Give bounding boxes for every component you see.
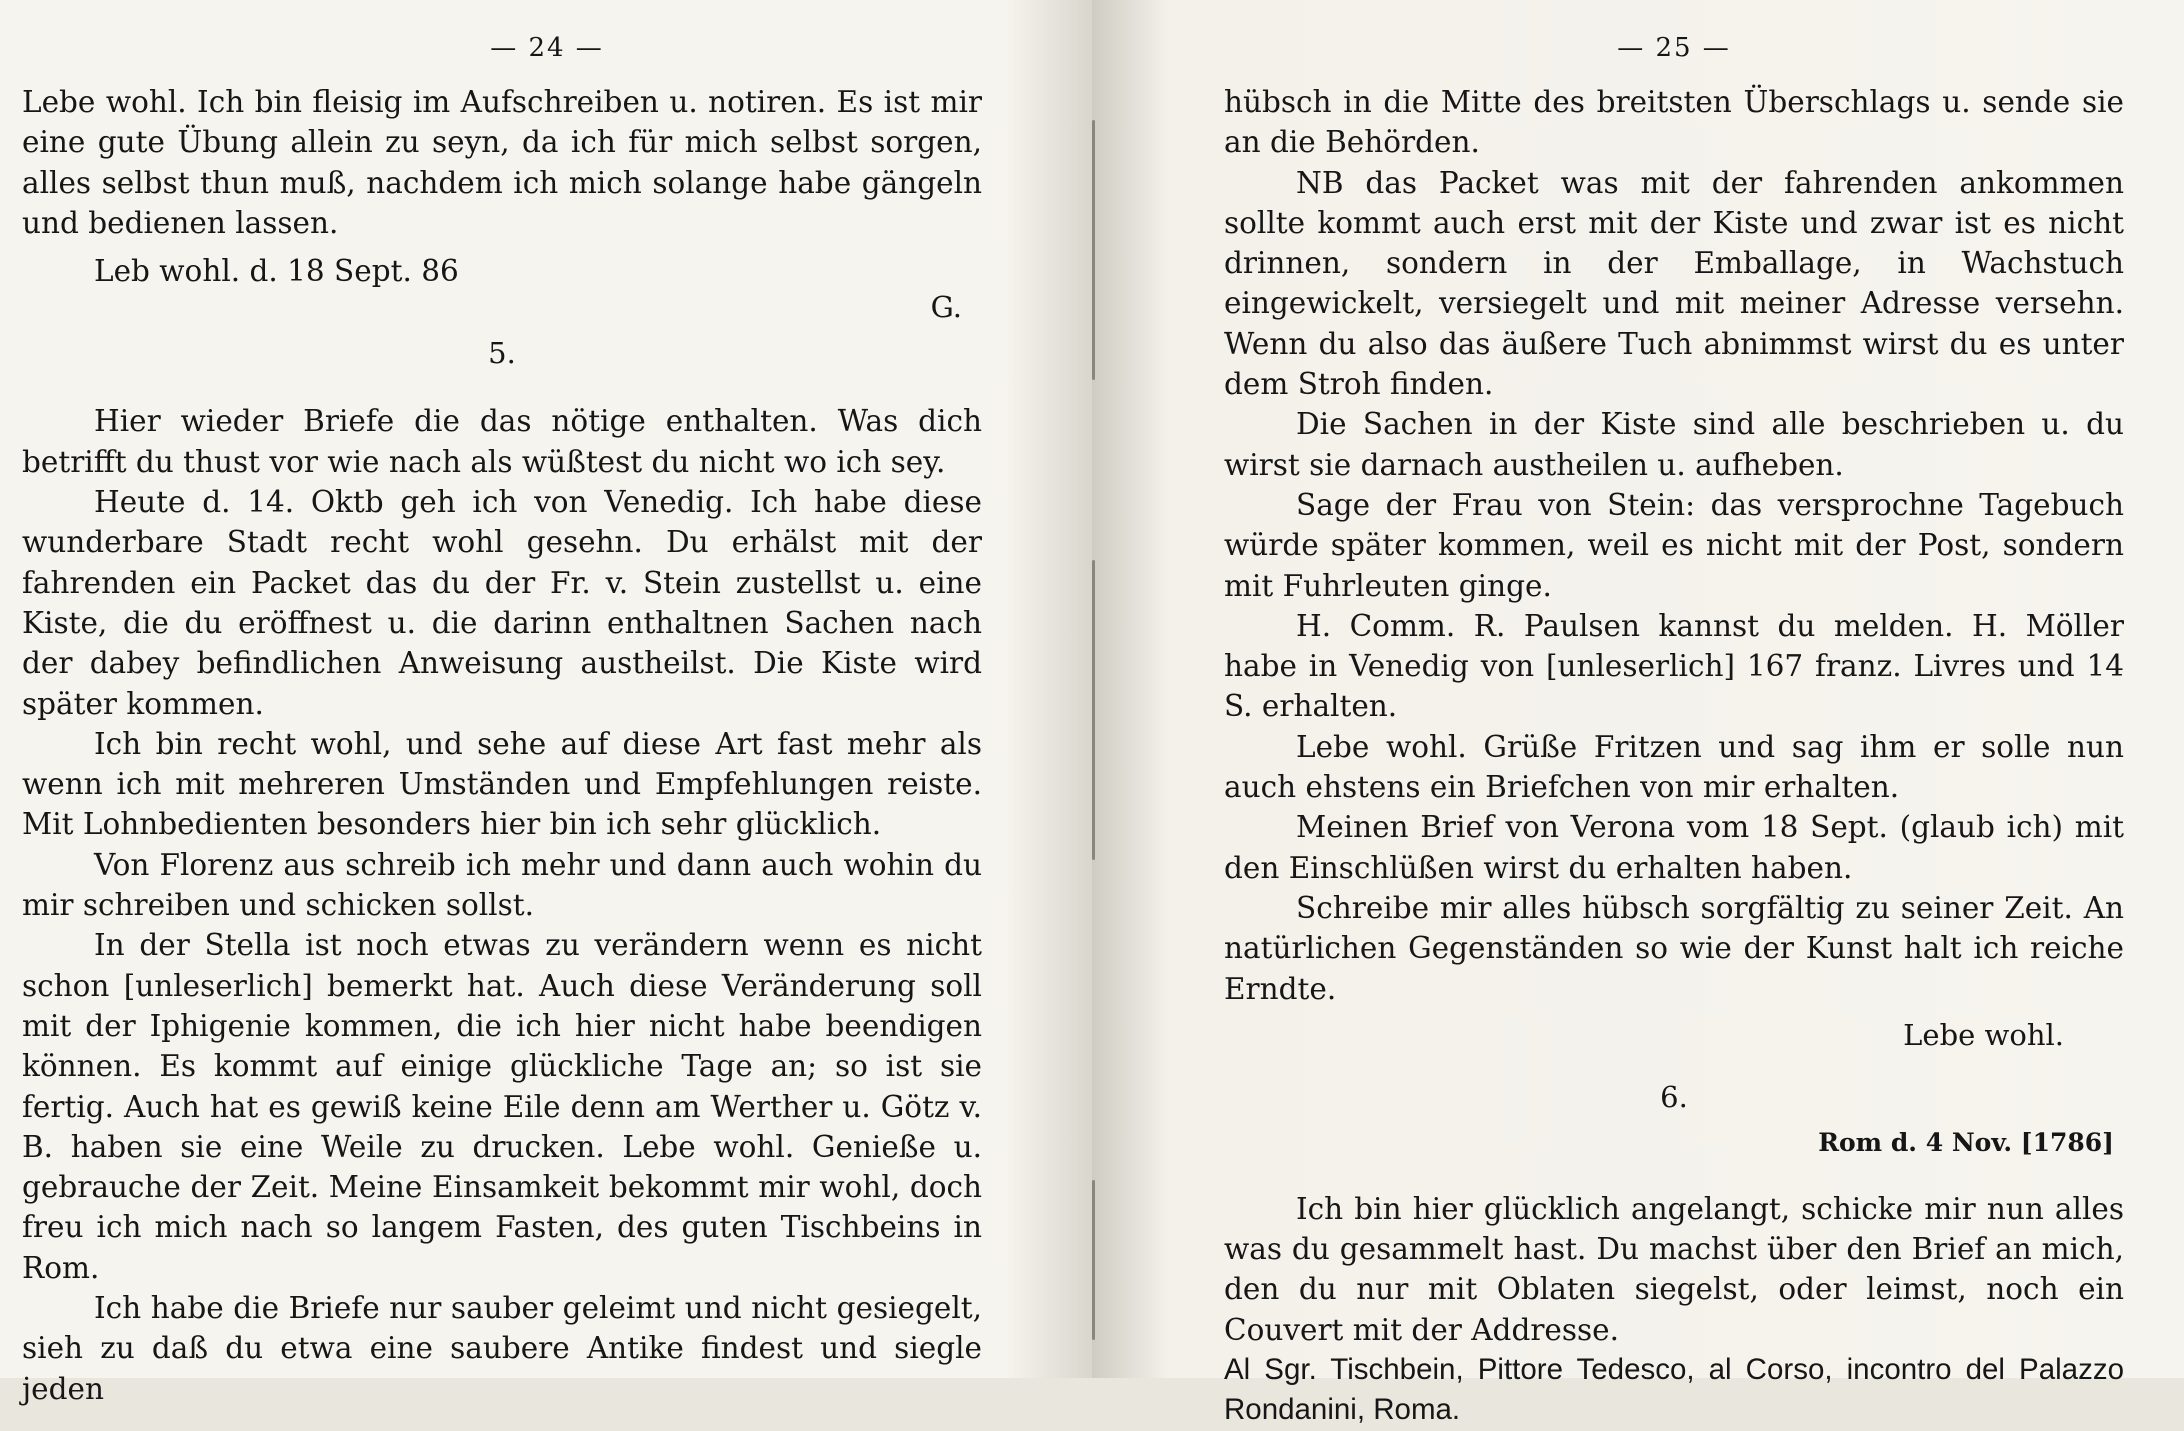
paragraph: NB das Packet was mit der fahrenden ankommen sollte kommt auch erst mit der Kiste und zwar ist es nicht drinnen, sondern in der Emballage, in Wachstuch eingewickelt, versiegelt und mit meiner Adresse versehn. Wenn du also das äußere Tuch abnimmst wirst du es unter dem Stroh finden. (1224, 165, 2124, 402)
paragraph: Ich habe die Briefe nur sauber geleimt und nicht gesiegelt, sieh zu daß du etwa eine saubere Antike findest und siegle jeden (22, 1291, 982, 1406)
paragraph: Lebe wohl. Grüße Fritzen und sag ihm er solle nun auch ehstens ein Briefchen von mir erhalten. (1224, 729, 2124, 805)
right-page (1092, 0, 2184, 1427)
paragraph: Heute d. 14. Oktb geh ich von Venedig. Ich habe diese wunderbare Stadt recht wohl gesehn. Du erhälst mit der fahrenden ein Packet das du der Fr. v. Stein zustellst u. eine Kiste, die du eröffnest u. die darinn enthaltnen Sachen nach der dabey befindlichen Anweisung austheilst. Die Kiste wird später kommen. (22, 485, 982, 721)
page-number: — 24 — (490, 33, 604, 63)
paragraph: Schreibe mir alles hübsch sorgfältig zu seiner Zeit. An natürlichen Gegenständen so wie der Kunst halt ich reiche Erndte. (1224, 890, 2124, 1006)
dateline: Rom d. 4 Nov. [1786] (1818, 1127, 2114, 1157)
page-number: — 25 — (1617, 33, 1731, 63)
paragraph: Hier wieder Briefe die das nötige enthalten. Was dich betrifft du thust vor wie nach als wüßtest du nicht wo ich sey. (22, 404, 982, 479)
paragraph: Die Sachen in der Kiste sind alle beschrieben u. du wirst sie darnach austheilen u. aufheben. (1224, 407, 2124, 482)
paragraph: Von Florenz aus schreib ich mehr und dann auch wohin du mir schreiben und schicken sollst. (22, 847, 982, 923)
paragraph: In der Stella ist noch etwas zu verändern wenn es nicht schon [unleserlich] bemerkt hat. Auch diese Veränderung soll mit der Iphigenie kommen, die ich hier nicht habe beendigen können. Es kommt auf einige glückliche Tage an; so ist sie fertig. Auch hat es gewiß keine Eile denn am Werther u. Götz v. B. haben sie eine Weile zu drucken. Lebe wohl. Genieße u. gebrauche der Zeit. Meine Einsamkeit bekommt mir wohl, doch freu ich mich nach so langem Fasten, des guten Tischbeins in Rom. (22, 928, 982, 1285)
binding-edge (1092, 1180, 1095, 1340)
paragraph: H. Comm. R. Paulsen kannst du melden. H. Möller habe in Venedig von [unleserlich] 167 franz. Livres und 14 S. erhalten. (1224, 608, 2124, 724)
closing: Lebe wohl. (1903, 1017, 2064, 1052)
paragraph: hübsch in die Mitte des breitsten Überschlags u. sende sie an die Behörden. (1224, 85, 2124, 160)
binding-edge (1092, 560, 1095, 860)
paragraph: Ich bin hier glücklich angelangt, schicke mir nun alles was du gesammelt hast. Du machst über den Brief an mich, den du nur mit Oblaten siegelst, oder leimst, noch ein Couvert mit der Addresse. (1224, 1191, 2124, 1347)
signature: G. (930, 290, 962, 325)
paragraph: Ich bin recht wohl, und sehe auf diese Art fast mehr als wenn ich mit mehreren Umständen und Empfehlungen reiste. Mit Lohnbedienten besonders hier bin ich sehr glücklich. (22, 726, 982, 842)
section-number: 6. (1660, 1079, 1688, 1114)
address: Al Sgr. Tischbein, Pittore Tedesco, al Corso, incontro del Palazzo Rondanini, Roma. (1224, 1353, 2124, 1427)
signoff: Leb wohl. d. 18 Sept. 86 (94, 254, 459, 289)
paragraph: Sage der Frau von Stein: das versprochne Tagebuch würde später kommen, weil es nicht mit der Post, sondern mit Fuhrleuten ginge. (1224, 487, 2124, 603)
left-page (0, 0, 1092, 1406)
paragraph: Lebe wohl. Ich bin fleisig im Aufschreiben u. notiren. Es ist mir eine gute Übung allein zu seyn, da ich für mich selbst sorgen, alles selbst thun muß, nachdem ich mich solange habe gängeln und bedienen lassen. (22, 85, 982, 240)
binding-edge (1092, 120, 1095, 380)
paragraph: Meinen Brief von Verona vom 18 Sept. (glaub ich) mit den Einschlüßen wirst du erhalten haben. (1224, 810, 2124, 885)
section-number: 5. (488, 336, 516, 371)
